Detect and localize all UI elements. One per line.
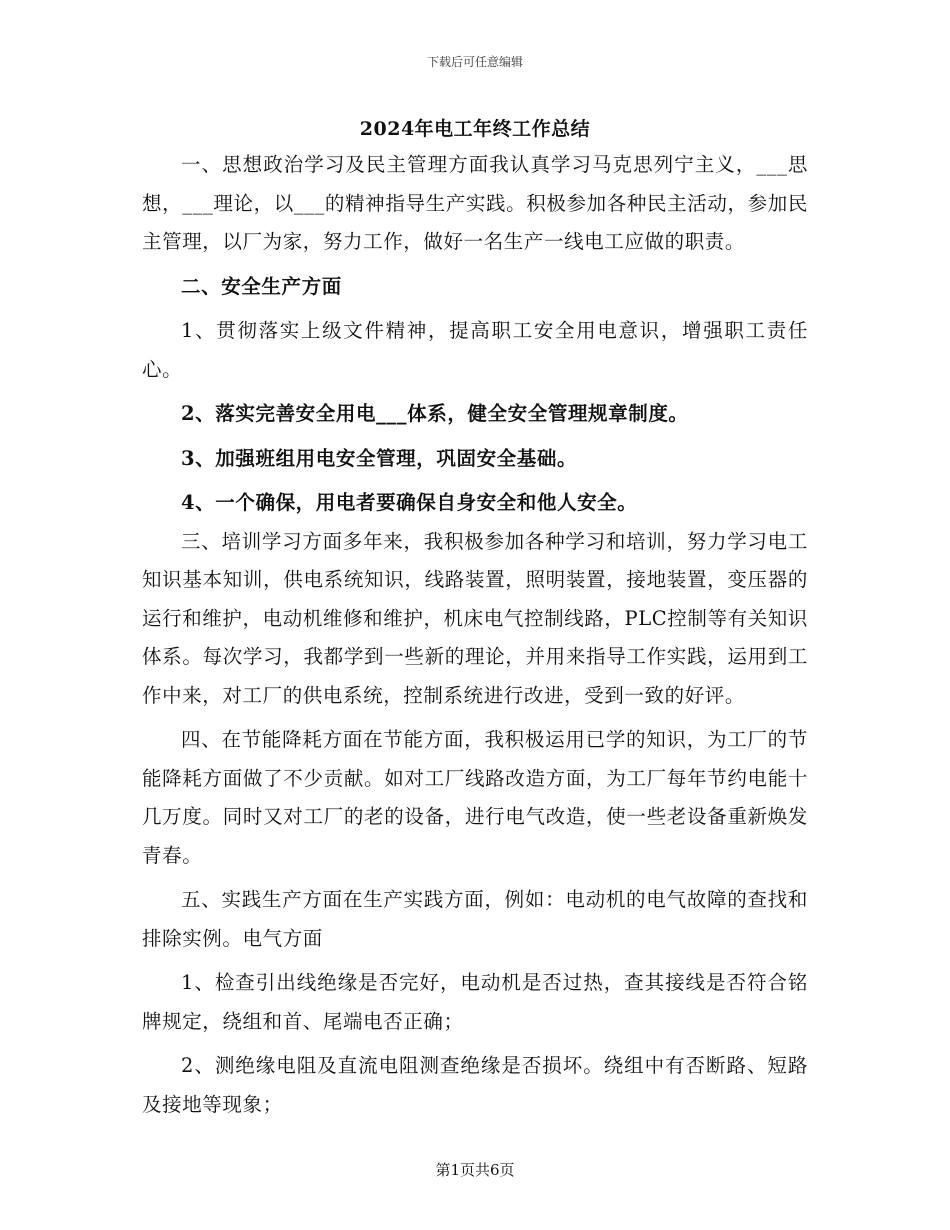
paragraph-energy-saving: 四、在节能降耗方面在节能方面，我积极运用已学的知识，为工厂的节能降耗方面做了不少贡献。如对工厂线路改造方面，为工厂每年节约电能十几万度。同时又对工厂的老的设备，进行电气改造，使一些老设备重新焕发青春。 xyxy=(142,728,808,867)
document-body xyxy=(142,146,808,1124)
paragraph-practice: 五、实践生产方面在生产实践方面，例如：电动机的电气故障的查找和排除实例。电气方面 xyxy=(142,888,808,950)
paragraph-training: 三、培训学习方面多年来，我积极参加各种学习和培训，努力学习电工知识基本知训，供电系统知识，线路装置，照明装置，接地装置，变压器的运行和维护，电动机维修和维护，机床电气控制线路，PLC控制等有关知识体系。每次学习，我都学到一些新的理论，并用来指导工作实践，运用到工作中来，对工厂的供电系统，控制系统进行改进，受到一致的好评。 xyxy=(142,529,808,707)
heading-safety-production: 二、安全生产方面 xyxy=(181,274,342,298)
paragraph-practice-item-1: 1、检查引出线绝缘是否完好，电动机是否过热，查其接线是否符合铭牌规定，绕组和首、尾端电否正确； xyxy=(142,971,808,1033)
document-title: 2024年电工年终工作总结 xyxy=(359,118,591,140)
paragraph-safety-item-3: 3、加强班组用电安全管理，巩固安全基础。 xyxy=(181,446,578,470)
paragraph-safety-item-2: 2、落实完善安全用电___体系，健全安全管理规章制度。 xyxy=(181,402,689,425)
page-number: 第1页共6页 xyxy=(435,1161,515,1179)
paragraph-political-study: 一、思想政治学习及民主管理方面我认真学习马克思列宁主义，___思想，___理论，以___的精神指导生产实践。积极参加各种民主活动，参加民主管理，以厂为家，努力工作，做好一名生产一线电工应做的职责。 xyxy=(142,153,808,253)
paragraph-safety-item-1: 1、贯彻落实上级文件精神，提高职工安全用电意识，增强职工责任心。 xyxy=(142,319,808,381)
paragraph-practice-item-2: 2、测绝缘电阻及直流电阻测查绝缘是否损坏。绕组中有否断路、短路及接地等现象； xyxy=(142,1054,808,1116)
paragraph-safety-item-4: 4、一个确保，用电者要确保自身安全和他人安全。 xyxy=(181,491,638,514)
page-header-note: 下载后可任意编辑 xyxy=(426,55,523,69)
